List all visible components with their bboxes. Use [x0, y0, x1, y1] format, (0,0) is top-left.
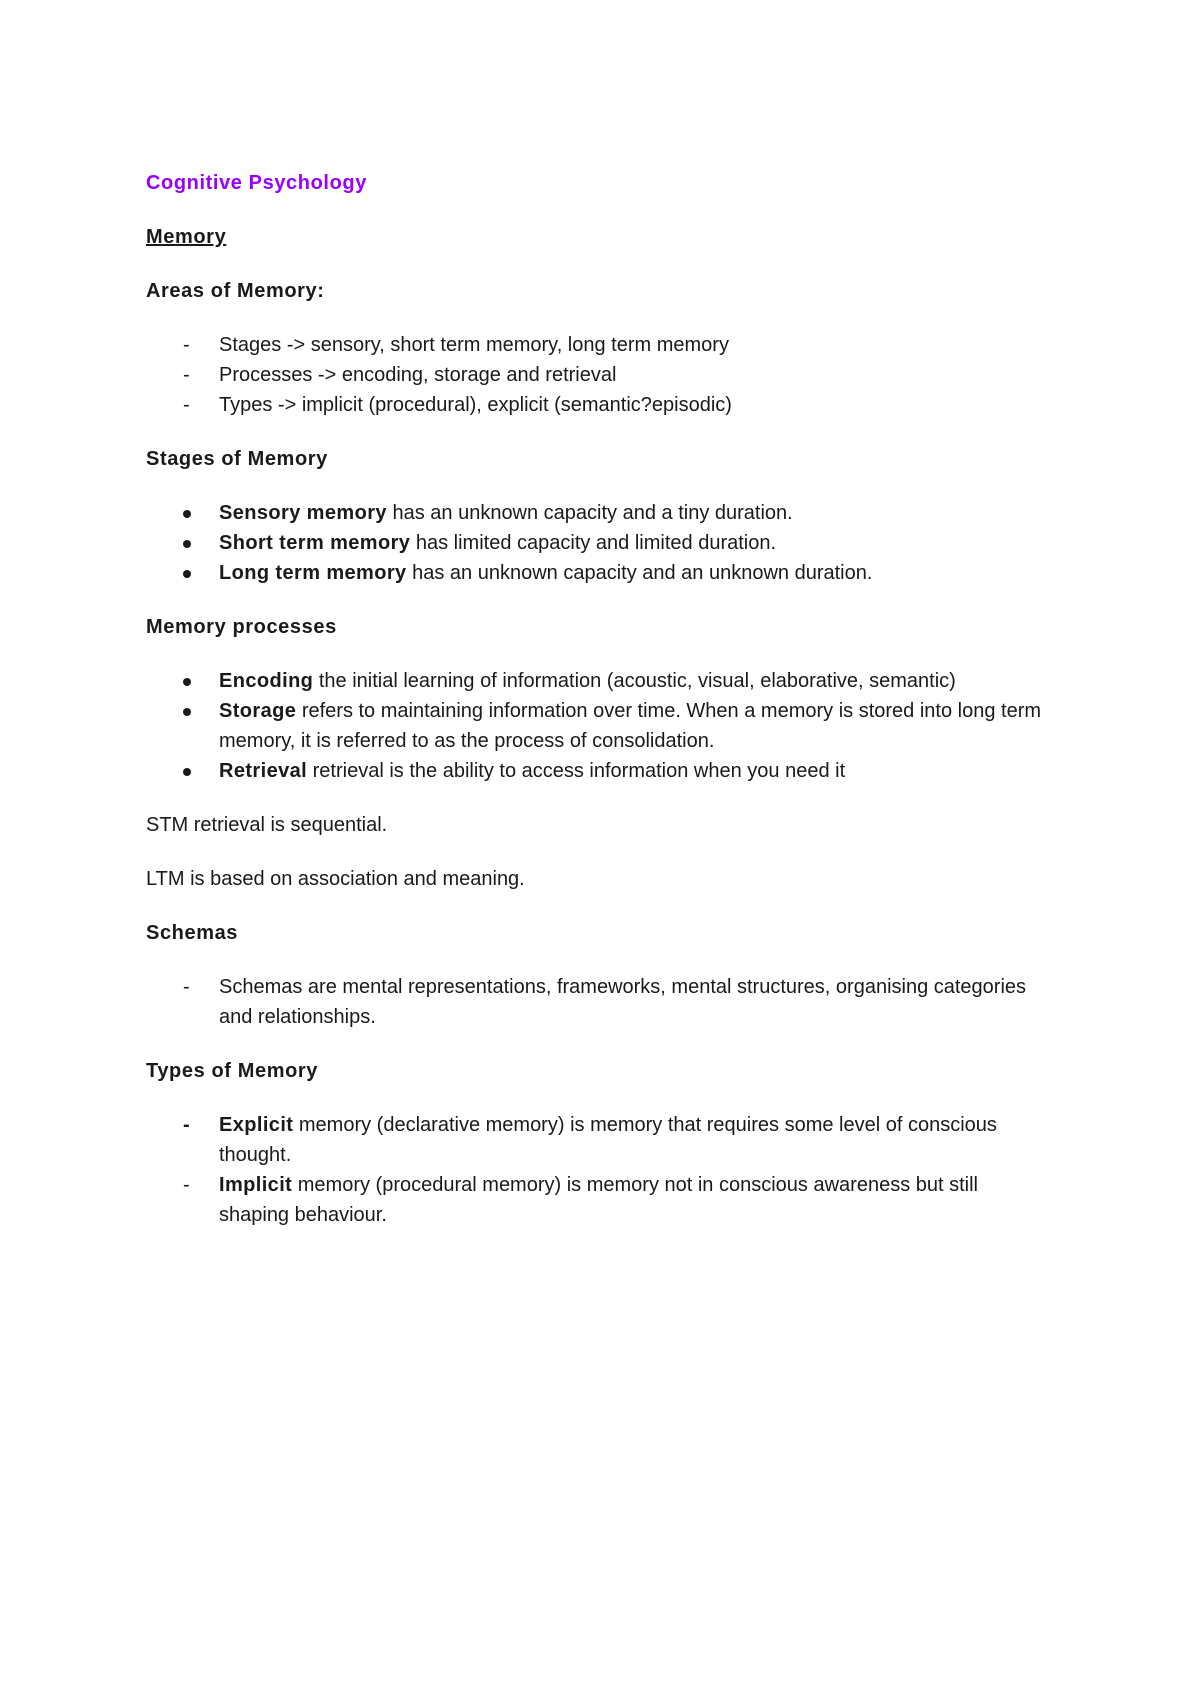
- list-item: [146, 696, 1046, 756]
- term-label: Implicit: [219, 1174, 293, 1196]
- types-heading: Types of Memory: [146, 1060, 318, 1082]
- list-item: [146, 360, 1046, 390]
- term-description: has an unknown capacity and an unknown duration.: [406, 562, 873, 584]
- term-label: Short term memory: [219, 532, 411, 554]
- processes-list: [146, 666, 1046, 786]
- term-description: retrieval is the ability to access information when you need it: [307, 760, 846, 782]
- ltm-note: LTM is based on association and meaning.: [146, 868, 525, 890]
- stages-heading: Stages of Memory: [146, 448, 328, 470]
- list-item-text: Types -> implicit (procedural), explicit (semantic?episodic): [219, 394, 732, 416]
- dash-marker: -: [183, 364, 190, 386]
- list-item: [146, 390, 1046, 420]
- list-item: [146, 558, 1046, 588]
- areas-heading: Areas of Memory:: [146, 280, 325, 302]
- processes-heading: Memory processes: [146, 616, 337, 638]
- term-label: Encoding: [219, 670, 314, 692]
- term-label: Explicit: [219, 1114, 294, 1136]
- term-description: has limited capacity and limited duration.: [410, 532, 777, 554]
- memory-heading: Memory: [146, 226, 227, 248]
- term-label: Retrieval: [219, 760, 308, 782]
- list-item: [146, 972, 1046, 1032]
- term-description: memory (procedural memory) is memory not in conscious awareness but still shaping behaviour.: [219, 1174, 978, 1226]
- document-body: [146, 168, 1046, 1254]
- term-description: refers to maintaining information over time. When a memory is stored into long term memory, it is referred to as the process of consolidation.: [219, 700, 1042, 752]
- stages-list: [146, 498, 1046, 588]
- list-item: [146, 498, 1046, 528]
- list-item: [146, 1110, 1046, 1170]
- list-item: [146, 1170, 1046, 1230]
- list-item-text: Processes -> encoding, storage and retrieval: [219, 364, 617, 386]
- stm-note: STM retrieval is sequential.: [146, 814, 388, 836]
- list-item: [146, 528, 1046, 558]
- list-item-text: Stages -> sensory, short term memory, long term memory: [219, 334, 729, 356]
- term-description: the initial learning of information (acoustic, visual, elaborative, semantic): [313, 670, 956, 692]
- schemas-list: [146, 972, 1046, 1032]
- dash-marker: -: [183, 976, 190, 998]
- list-item: [146, 756, 1046, 786]
- term-label: Sensory memory: [219, 502, 387, 524]
- dash-marker: -: [183, 1174, 190, 1196]
- document-title: Cognitive Psychology: [146, 172, 367, 194]
- term-label: Long term memory: [219, 562, 407, 584]
- list-item-text: Schemas are mental representations, frameworks, mental structures, organising categories and relationships.: [219, 976, 1027, 1028]
- areas-list: [146, 330, 1046, 420]
- dash-marker: -: [183, 1114, 190, 1136]
- list-item: [146, 330, 1046, 360]
- list-item: [146, 666, 1046, 696]
- dash-marker: -: [183, 334, 190, 356]
- term-description: memory (declarative memory) is memory that requires some level of conscious thought.: [219, 1114, 997, 1166]
- term-description: has an unknown capacity and a tiny duration.: [386, 502, 793, 524]
- schemas-heading: Schemas: [146, 922, 239, 944]
- types-list: [146, 1110, 1046, 1230]
- term-label: Storage: [219, 700, 297, 722]
- dash-marker: -: [183, 394, 190, 416]
